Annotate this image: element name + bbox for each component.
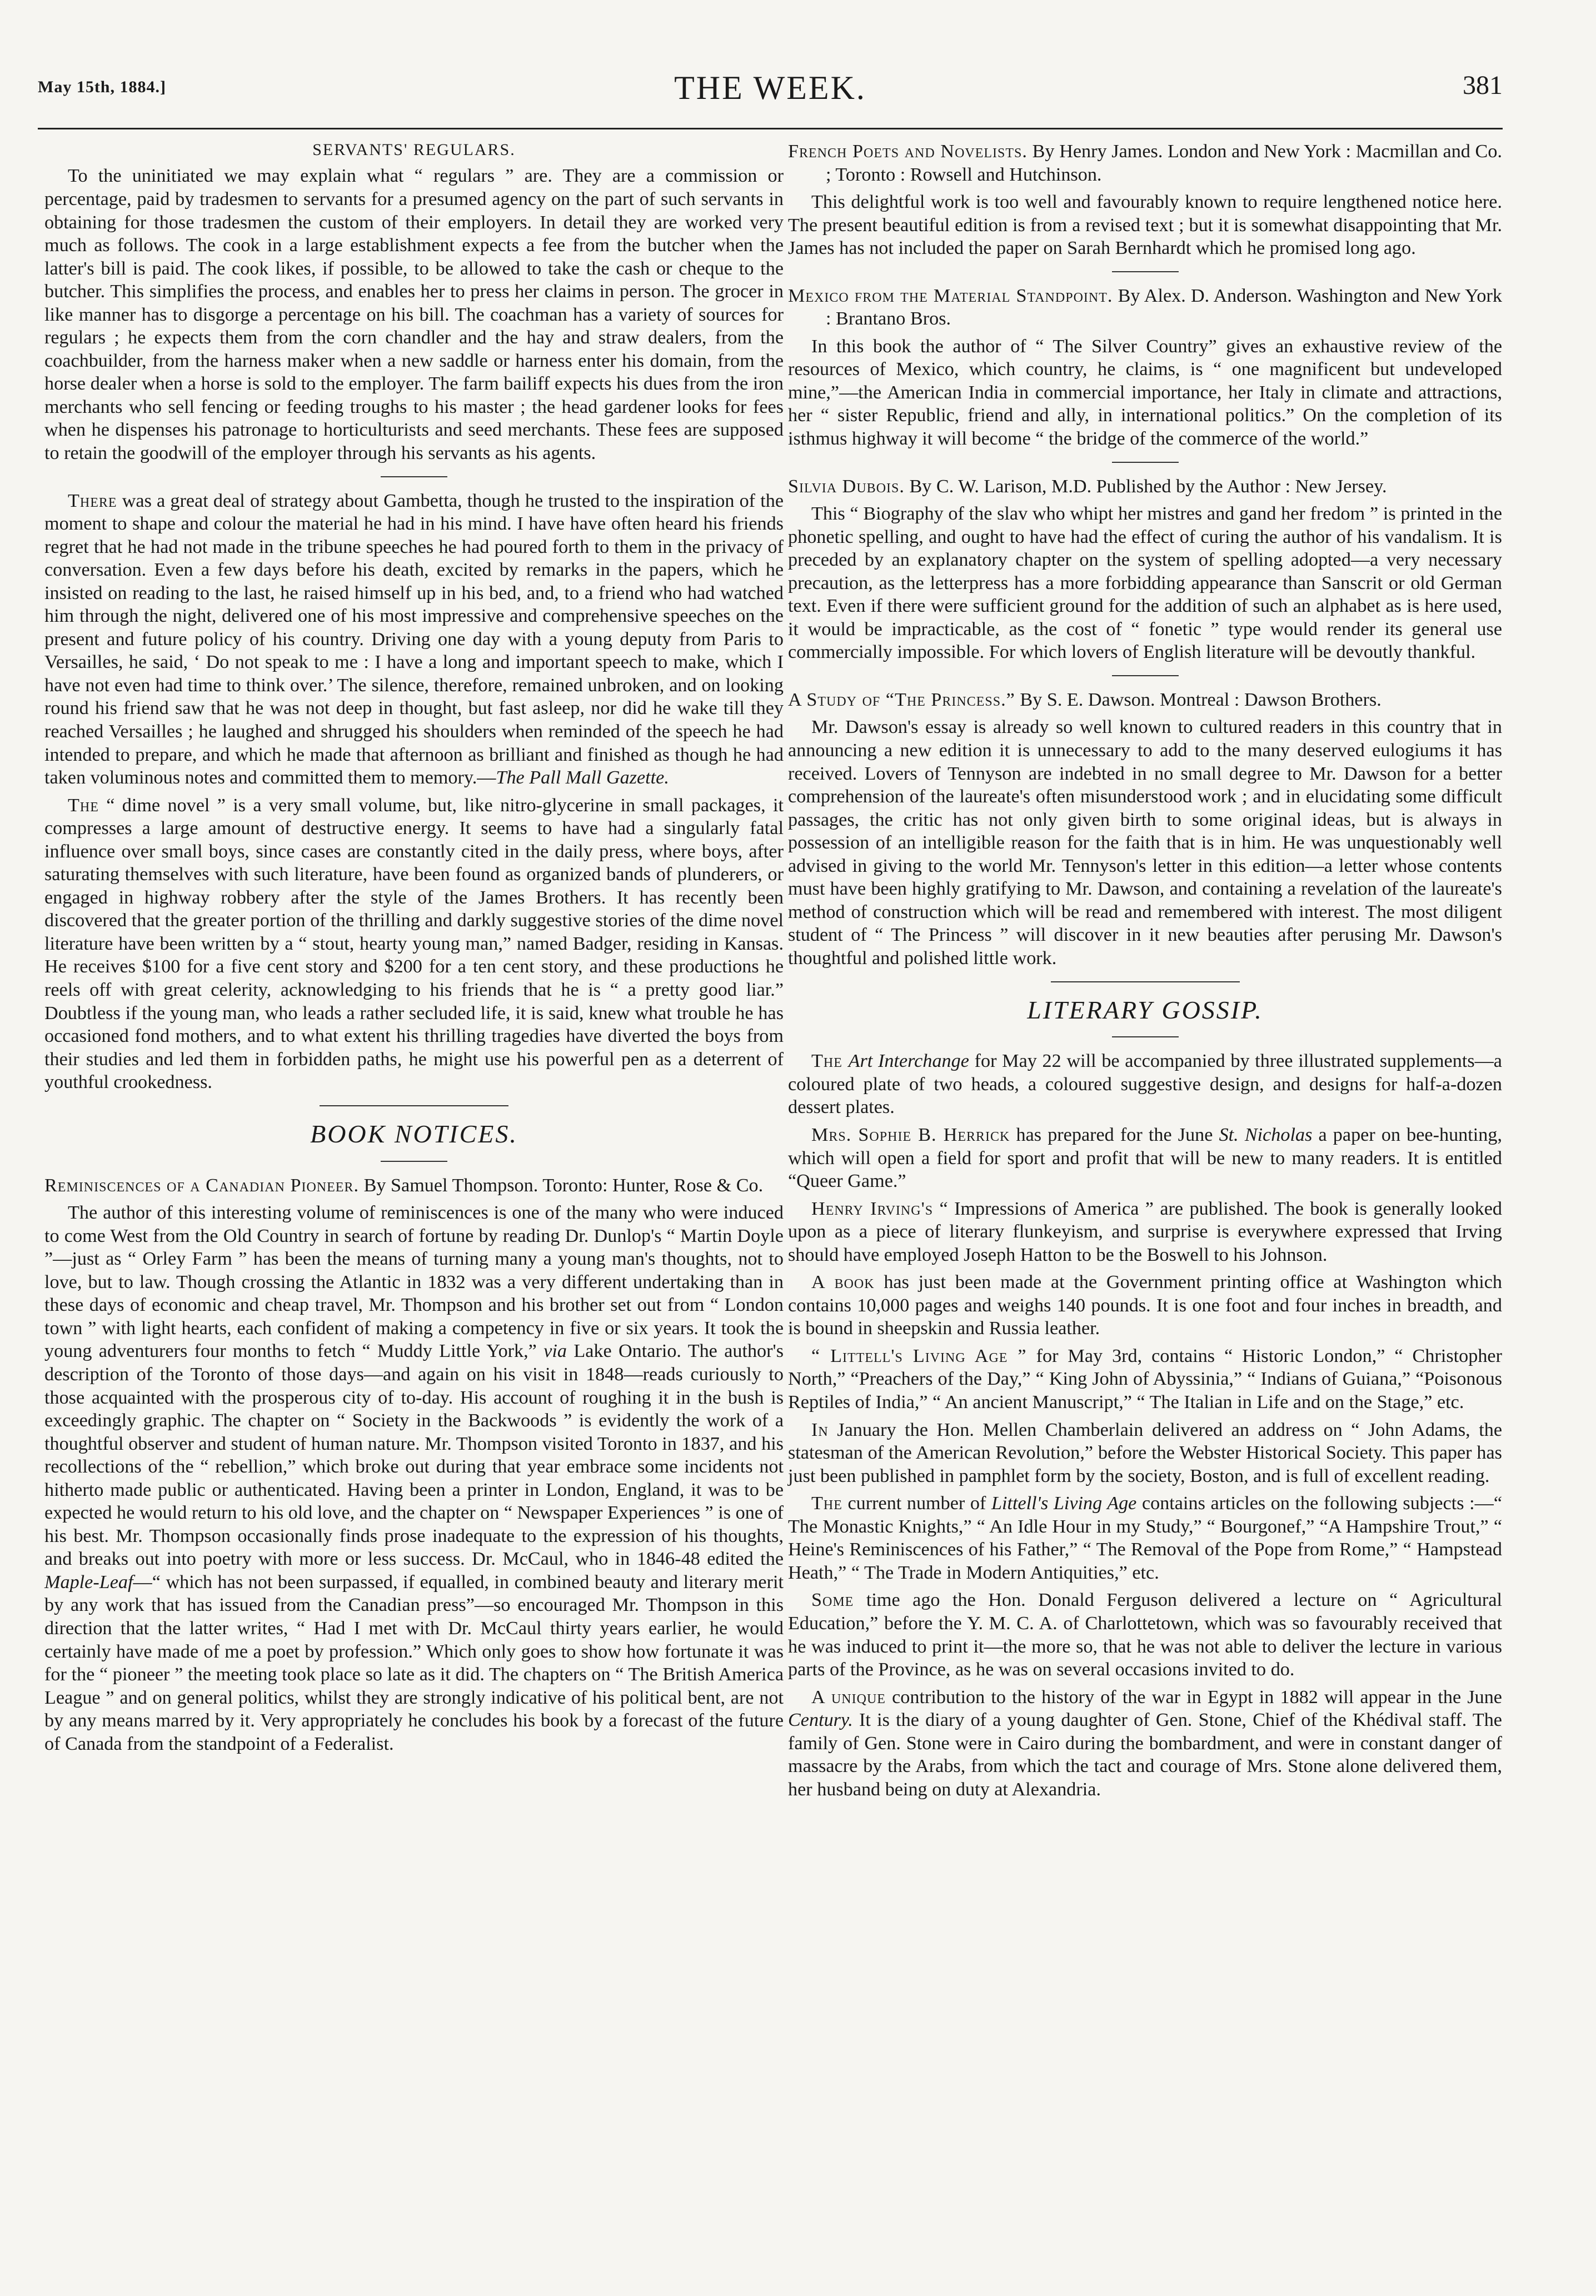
divider (1112, 271, 1179, 272)
gossip-lead: “ Littell's Living Age ” (811, 1345, 1027, 1366)
gossip-text: for May 3rd, contains “ Historic London,” “ Christopher North,” “Preachers of the Day,” “ King John of Abyssinia,” “ Indians of Guiana,” “Poisonous Reptiles of India,” “ An ancient Manuscript,” “ The Italian in Life and on the Stage,” etc. (788, 1345, 1502, 1413)
gossip-item (788, 1419, 1502, 1488)
dime-novel-paragraph (44, 794, 784, 1094)
princess-title: A Study of “The Princess.” (788, 689, 1015, 710)
divider (1112, 462, 1179, 463)
mexico-publisher: By Alex. D. Anderson. Washington and New York : Brantano Bros. (826, 285, 1502, 330)
gossip-item (788, 1492, 1502, 1584)
servants-heading: SERVANTS' REGULARS. (312, 141, 516, 159)
reminiscences-heading (44, 1174, 784, 1197)
gambetta-paragraph (44, 490, 784, 790)
review-italic: Maple-Leaf (44, 1571, 133, 1593)
gossip-text: time ago the Hon. Donald Ferguson delivered a lecture on “ Agricultural Education,” before the Y. M. C. A. of Charlottetown, which was so favourably received that he was induced to print it—the more so, that he was not able to deliver the lecture in various parts of the Province, as he was on several occasions invited to do. (788, 1590, 1502, 1680)
gossip-text: “ Impressions of America ” are published. The book is generally looked upon as a piece of literary flunkeyism, and surprise is everywhere expressed that Irving should have employed Joseph Hatton to be the Boswell to his Johnson. (788, 1198, 1502, 1265)
gossip-lead: The (811, 1493, 842, 1514)
gossip-text: contribution to the history of the war in Egypt in 1882 will appear in the June (885, 1686, 1502, 1708)
dime-lead: The (68, 795, 99, 816)
gossip-lead: Mrs. Sophie B. Herrick (811, 1125, 1010, 1146)
mexico-title: Mexico from the Material Standpoint. (788, 285, 1113, 306)
gossip-item (788, 1589, 1502, 1681)
issue-date: May 15th, 1884.] (38, 78, 166, 96)
gambetta-lead: There (68, 490, 117, 511)
divider (320, 1105, 508, 1106)
reminiscences-title: Reminiscences of a Canadian Pioneer. (44, 1175, 360, 1196)
gossip-italic: Littell's Living Age (991, 1493, 1137, 1514)
gossip-item (788, 1271, 1502, 1340)
divider (1051, 981, 1240, 982)
right-column (788, 140, 1502, 1805)
literary-gossip-title: LITERARY GOSSIP. (1027, 995, 1263, 1024)
princess-review: Mr. Dawson's essay is already so well known to cultured readers in this country that in announcing a new edition it is unnecessary to add to the many deserved eulogiums it has received. Lovers of Tennyson are indebted in no small degree to Mr. Dawson for a better comprehension of the laureate's often misunderstood work ; and in elucidating some difficult passages, the critic has not only given birth to some original ideas, but is always in possession of an intelligible reason for the faith that is in him. He was unquestionably well advised in giving to the world Mr. Tennyson's letter in this edition—a letter whose contents must have been highly gratifying to Mr. Dawson, and containing a revelation of the laureate's method of construction which will be read and remembered with interest. The most diligent student of “ The Princess ” will discover in it new beauties after perusing Mr. Dawson's thoughtful and polished little work. (788, 717, 1502, 969)
silvia-heading (788, 475, 1502, 498)
gossip-text: has prepared for the June (1010, 1125, 1219, 1146)
silvia-publisher: By C. W. Larison, M.D. Published by the Author : New Jersey. (904, 476, 1387, 497)
gossip-text: January the Hon. Mellen Chamberlain delivered an address on “ John Adams, the statesman of the American Revolution,” before the Webster Historical Society. This paper has just been published in pamphlet form by the society, Boston, and is full of excellent reading. (788, 1419, 1502, 1486)
gossip-text: for May 22 will be accompanied by three illustrated supplements—a coloured plate of two heads, a coloured suggestive design, and designs for half-a-dozen dessert plates. (788, 1051, 1502, 1118)
review-text: Lake Ontario. The author's description of the Toronto of those days—and again on his visit in 1848—reads curiously to those acquainted with the prosperous city of to-day. His account of roughing it in the bush is exceedingly graphic. The chapter on “ Society in the Backwoods ” is evidently the work of a thoughtful observer and student of human nature. Mr. Thompson visited Toronto in 1837, and his recollections of the “ rebellion,” which broke out during that year embrace some incidents not hitherto made public or authenticated. Having been a printer in London, England, it was to be expected he would return to his old love, and the chapter on “ Newspaper Experiences ” is one of his best. Mr. Thompson occasionally finds prose inadequate to the expression of his thoughts, and breaks out into poetry with more or less success. Dr. McCaul, who in 1846-48 edited the (44, 1341, 784, 1570)
gossip-lead: In (811, 1419, 829, 1440)
princess-heading (788, 688, 1502, 712)
gossip-text: It is the diary of a young daughter of Gen. Stone, Chief of the Khédival staff. The family of Gen. Stone were in Cairo during the bombardment, and were in constant danger of massacre by the Arabs, from which the tact and courage of Mrs. Stone alone delivered them, her husband being on duty at Alexandria. (788, 1710, 1502, 1800)
gossip-item (788, 1197, 1502, 1267)
masthead-title: THE WEEK. (674, 69, 866, 106)
gossip-italic: Art Interchange (848, 1051, 969, 1072)
servants-paragraph: To the uninitiated we may explain what “ regulars ” are. They are a commission or percentage, paid by tradesmen to servants for a presumed agency on the part of such servants in obtaining for those tradesmen the custom of their employers. In detail they are worked very much as follows. The cook in a large establishment expects a fee from the butcher when the latter's bill is paid. The cook likes, if possible, to be allowed to take the cash or cheque to the butcher. This simplifies the process, and enables her to press her claims in person. The grocer in like manner has to disgorge a percentage on his bill. The coachman has a variety of sources for regulars ; he expects them from the corn chandler and the hay and straw dealers, from the coachbuilder, from the harness maker when a new saddle or harness enter his domain, from the horse dealer when a horse is sold to the employer. The farm bailiff expects his dues from the iron merchants who sell fencing or feeding troughs to his master ; the head gardener looks for fees when he dispenses his patronage to horticulturists and seed merchants. These fees are supposed to retain the goodwill of the employer through his servants as his agents. (44, 166, 784, 463)
mexico-heading (788, 284, 1502, 331)
dime-text: “ dime novel ” is a very small volume, but, like nitro-glycerine in small packages, it compresses a large amount of destructive energy. It seems to have had a singularly fatal influence over small boys, since cases are constantly cited in the daily press, where boys, after saturating themselves with such literature, have been found as organized bands of plunderers, or engaged in highway robbery after the style of the James Brothers. It has recently been discovered that the greater portion of the thrilling and darkly suggestive stories of the dime novel literature have been written by a “ stout, hearty young man,” named Badger, residing in Kansas. He receives $100 for a five cent story and $200 for a ten cent story, and these productions he reels off with great celerity, acknowledging to his friends that he is “ a pretty good liar.” Doubtless if the young man, who leads a rather secluded life, it is said, knew what trouble he has occasioned fond mothers, and to what extent his thrilling tragedies have diverted the boys from their studies and led them in forbidden paths, he might use his powerful pen as a deterrent of youthful crookedness. (44, 795, 784, 1093)
gossip-text: has just been made at the Government printing office at Washington which contains 10,000 pages and weighs 140 pounds. It is one foot and four inches in breadth, and is bound in sheepskin and Russia leather. (788, 1272, 1502, 1339)
gambetta-text: was a great deal of strategy about Gambetta, though he trusted to the inspiration of the moment to shape and colour the material he had in his mind. I have have often heard his friends regret that he had not made in the tribune speeches he had poured forth to them in the privacy of conversation. Even a few days before his death, excited by remarks in the papers, which he insisted on reading to the last, he raised himself up in his bed, and, to a friend who had watched him through the night, delivered one of his most impressive and comprehensive speeches on the present and future policy of his country. Driving one day with a young deputy from Paris to Versailles, he said, ‘ Do not speak to me : I have a long and important speech to make, which I have not even had time to think over.’ The silence, therefore, remained unbroken, and on looking round his friend saw that he was not deep in thought, but fast asleep, nor did he wake till they reached Versailles ; he laughed and shrugged his shoulders when reminded of the speech he had intended to prepare, and which he made that afternoon as brilliant and finished as though he had taken voluminous notes and committed them to memory.— (44, 490, 784, 788)
divider (381, 476, 447, 477)
gossip-item (788, 1345, 1502, 1414)
silvia-review: This “ Biography of the slav who whipt her mistres and gand her fredom ” is printed in the phonetic spelling, and ought to have had the effect of curing the author of his vandalism. It is preceded by an explanatory chapter on the system of spelling adopted—a very necessary precaution, as the letterpress has a more forbidding appearance than Sanscrit or old German text. Even if there were sufficient ground for the addition of such an alphabet as is here used, it would be impracticable, as the cost of “ fonetic ” type would render its general use commercially impossible. For which lovers of English literature will be devoutly thankful. (788, 503, 1502, 663)
page-number: 381 (1463, 71, 1503, 100)
mexico-review: In this book the author of “ The Silver Country” gives an exhaustive review of the resources of Mexico, which country, he claims, is “ one magnificent but undeveloped mine,”—the American India in commercial importance, her Italy in climate and attractions, her “ sister Republic, friend and ally, in international politics.” On the completion of its isthmus highway it will become “ the bridge of the commerce of the world.” (788, 336, 1502, 450)
gambetta-source: The Pall Mall Gazette. (496, 767, 669, 788)
gossip-italic: St. Nicholas (1219, 1125, 1313, 1146)
book-notices-title: BOOK NOTICES. (310, 1119, 518, 1148)
divider (1112, 675, 1179, 676)
gossip-lead: Some (811, 1590, 854, 1611)
gossip-lead: The (811, 1051, 849, 1072)
french-poets-title: French Poets and Novelists. (788, 141, 1028, 162)
review-text: The author of this interesting volume of reminiscences is one of the many who were induced to come West from the Old Country in search of fortune by reading Dr. Dunlop's “ Martin Doyle ”—just as “ Orley Farm ” has been the means of turning many a young man's thoughts, not to love, but to law. Though crossing the Atlantic in 1832 was a very different undertaking than in these days of economic and cheap travel, Mr. Thompson and his brother set out from “ London town ” with light hearts, each confident of making a competency in five or six years. It took the young adventurers four months to fetch “ Muddy Little York,” (44, 1202, 784, 1362)
french-poets-review: This delightful work is too well and favourably known to require lengthened notice here. The present beautiful edition is from a revised text ; but it is somewhat disappointing that Mr. James has not included the paper on Sarah Bernhardt which he promised long ago. (788, 192, 1502, 259)
silvia-title: Silvia Dubois. (788, 476, 905, 497)
review-italic: via (543, 1341, 567, 1362)
page-header (38, 61, 1503, 129)
gossip-item (788, 1050, 1502, 1119)
gossip-lead: Henry Irving's (811, 1198, 934, 1219)
french-poets-publisher: By Henry James. London and New York : Macmillan and Co. ; Toronto : Rowsell and Hutchinson. (826, 141, 1502, 185)
reminiscences-publisher: By Samuel Thompson. Toronto: Hunter, Rose & Co. (359, 1175, 764, 1196)
divider (381, 1161, 447, 1162)
princess-publisher: By S. E. Dawson. Montreal : Dawson Brothers. (1015, 689, 1381, 710)
gossip-item (788, 1124, 1502, 1193)
gossip-text: contains articles on the following subjects :—“ The Monastic Knights,” “ An Idle Hour in my Study,” “ Bourgonef,” “A Hampshire Trout,” “ Heine's Reminiscences of his Father,” “ The Removal of the Pope from Rome,” “ Hampstead Heath,” “ The Trade in Modern Antiquities,” etc. (788, 1493, 1503, 1583)
reminiscences-review (44, 1201, 784, 1755)
french-poets-heading (788, 140, 1502, 186)
divider (1112, 1036, 1179, 1037)
gossip-lead: A book (811, 1272, 875, 1293)
gossip-lead: A unique (811, 1686, 886, 1708)
gossip-text: a paper on bee-hunting, which will open a field for sport and profit that will be new to many readers. It is entitled “Queer Game.” (788, 1125, 1502, 1192)
gossip-item (788, 1686, 1502, 1801)
gossip-italic: Century. (788, 1710, 853, 1731)
review-text: —“ which has not been surpassed, if equalled, in combined beauty and literary merit by any work that has issued from the Canadian press”—so encouraged Mr. Thompson in this direction that the latter writes, “ Had I met with Dr. McCaul thirty years earlier, he would certainly have made of me a poet by profession.” Which only goes to show how fortunate it was for the “ pioneer ” the meeting took place so late as it did. The chapters on “ The British America League ” and on general politics, whilst they are strongly indicative of his political bent, are not by any means marred by it. Very appropriately he concludes his book by a forecast of the future of Canada from the standpoint of a Federalist. (44, 1571, 784, 1754)
gossip-text: current number of (842, 1493, 991, 1514)
left-column (44, 140, 784, 1760)
